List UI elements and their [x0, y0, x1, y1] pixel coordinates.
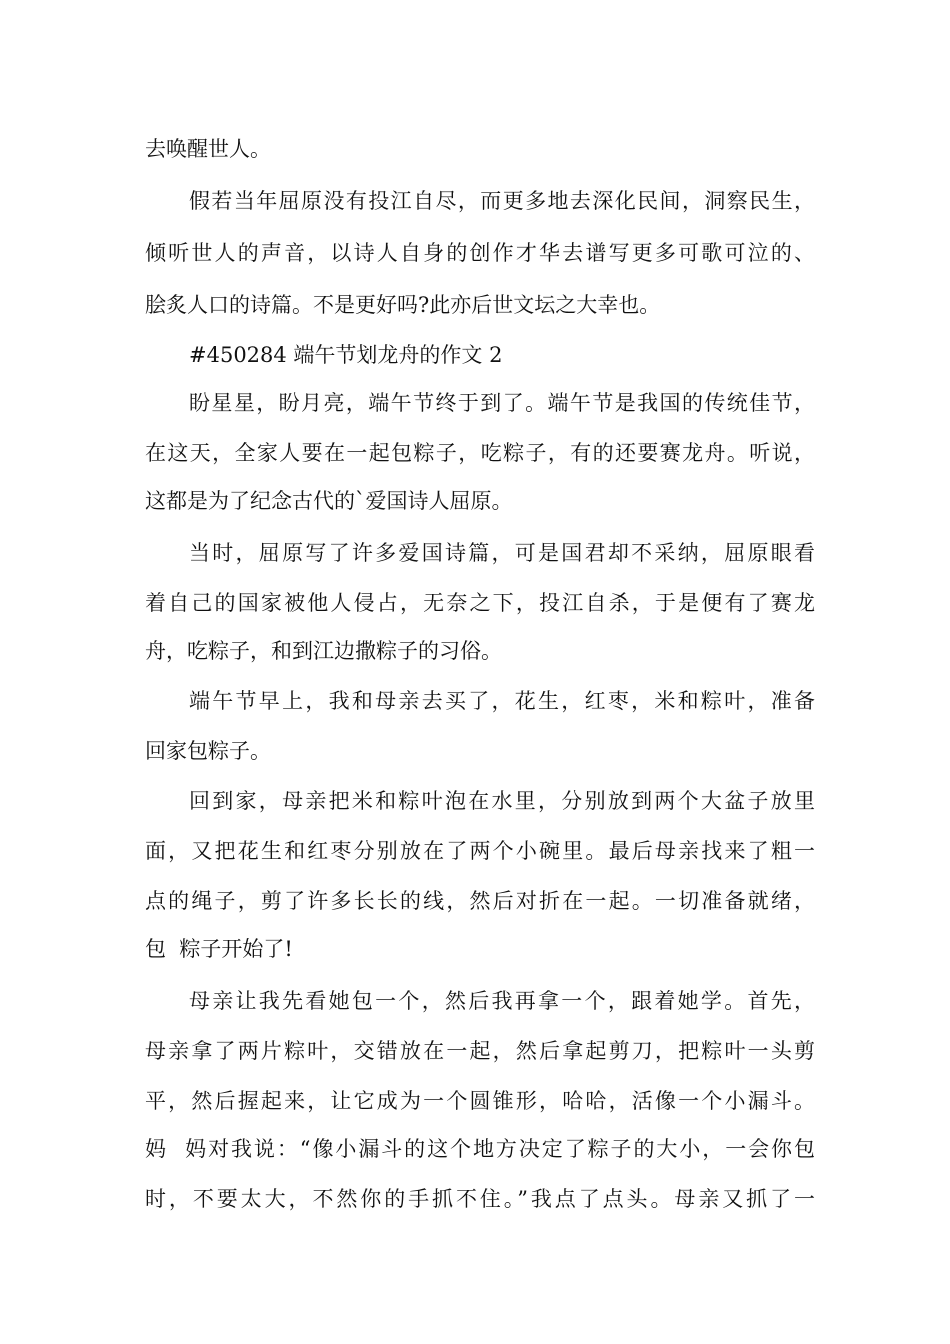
text-line: 脍炙人口的诗篇。不是更好吗?此亦后世文坛之大幸也。	[145, 293, 661, 317]
text-line: 舟，吃粽子，和到江边撒粽子的习俗。	[145, 639, 502, 663]
text-line: 倾听世人的声音，以诗人自身的创作才华去谱写更多可歌可泣的、	[145, 241, 815, 265]
text-line: 假若当年屈原没有投江自尽，而更多地去深化民间，洞察民生，	[189, 189, 815, 213]
text-line: 妈 妈对我说：“像小漏斗的这个地方决定了粽子的大小，一会你包	[145, 1137, 815, 1161]
text-line: 点的绳子，剪了许多长长的线，然后对折在一起。一切准备就绪，	[145, 889, 815, 913]
text-line: 着自己的国家被他人侵占，无奈之下，投江自杀，于是便有了赛龙	[145, 591, 815, 615]
text-line: 平，然后握起来，让它成为一个圆锥形，哈哈，活像一个小漏斗。	[145, 1089, 815, 1113]
section-heading: #450284 端午节划龙舟的作文 2	[189, 343, 503, 367]
text-line: 包 粽子开始了!	[145, 937, 293, 961]
text-line: 母亲拿了两片粽叶，交错放在一起，然后拿起剪刀，把粽叶一头剪	[145, 1039, 815, 1063]
text-line: 面，又把花生和红枣分别放在了两个小碗里。最后母亲找来了粗一	[145, 839, 815, 863]
text-line: 盼星星，盼月亮，端午节终于到了。端午节是我国的传统佳节，	[189, 391, 815, 415]
text-line: 回到家，母亲把米和粽叶泡在水里，分别放到两个大盆子放里	[189, 789, 815, 813]
text-line: 端午节早上，我和母亲去买了，花生，红枣，米和粽叶，准备	[189, 689, 815, 713]
text-line: 时，不要太大，不然你的手抓不住。”我点了点头。母亲又抓了一	[145, 1187, 815, 1211]
text-line: 母亲让我先看她包一个，然后我再拿一个，跟着她学。首先，	[189, 989, 815, 1013]
text-line: 在这天，全家人要在一起包粽子，吃粽子，有的还要赛龙舟。听说，	[145, 441, 815, 465]
text-line: 去唤醒世人。	[145, 137, 271, 161]
text-line: 这都是为了纪念古代的`爱国诗人屈原。	[145, 489, 513, 513]
text-line: 回家包粽子。	[145, 739, 271, 763]
text-line: 当时，屈原写了许多爱国诗篇，可是国君却不采纳，屈原眼看	[189, 541, 815, 565]
